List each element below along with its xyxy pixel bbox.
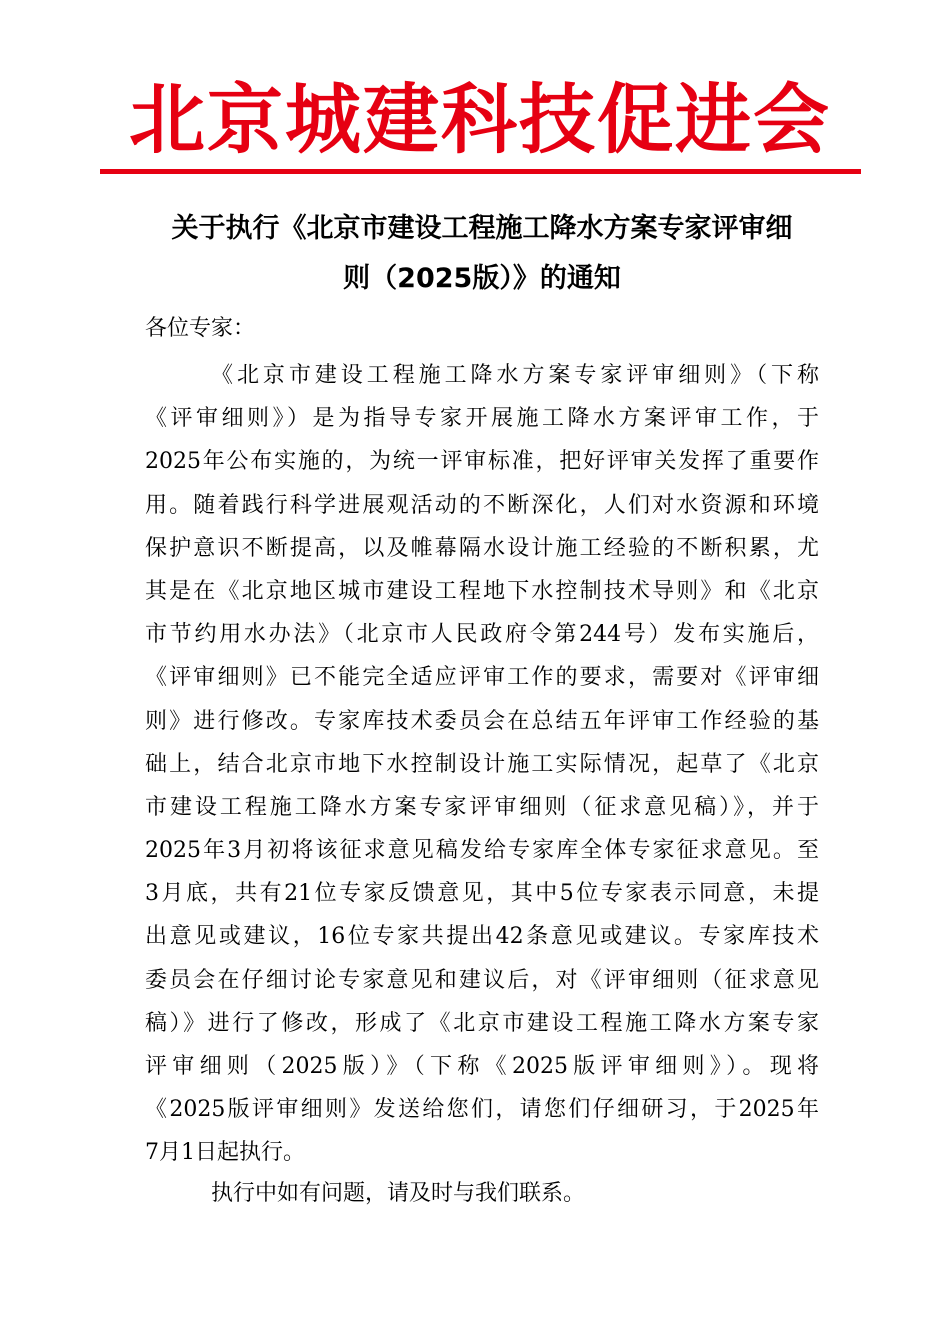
letterhead-divider <box>100 169 861 174</box>
body-line: 7月1日起执行。 <box>145 1140 305 1166</box>
body-line: 则》进行修改。专家库技术委员会在总结五年评审工作经验的基 <box>145 708 819 734</box>
body-line: 保护意识不断提高，以及帷幕隔水设计施工经验的不断积累，尤 <box>145 535 819 561</box>
salutation: 各位专家： <box>145 316 256 341</box>
body-line: 《评审细则》已不能完全适应评审工作的要求，需要对《评审细 <box>145 665 819 691</box>
body-line: 用。随着践行科学进展观活动的不断深化，人们对水资源和环境 <box>145 492 819 518</box>
body-paragraph <box>145 354 819 1175</box>
organization-letterhead: 北京城建科技促进会 <box>129 75 831 164</box>
closing-remark: 执行中如有问题，请及时与我们联系。 <box>211 1181 586 1206</box>
body-line: 础上，结合北京市地下水控制设计施工实际情况，起草了《北京 <box>145 751 819 777</box>
body-line: 出意见或建议，16位专家共提出42条意见或建议。专家库技术 <box>145 924 819 950</box>
body-line: 《评审细则》）是为指导专家开展施工降水方案评审工作，于 <box>145 406 819 432</box>
body-line: 其是在《北京地区城市建设工程地下水控制技术导则》和《北京 <box>145 578 819 604</box>
document-title-line-1: 关于执行《北京市建设工程施工降水方案专家评审细 <box>171 213 793 244</box>
body-line: 市建设工程施工降水方案专家评审细则（征求意见稿）》，并于 <box>145 794 819 820</box>
body-line: 《2025版评审细则》发送给您们，请您们仔细研习，于2025年 <box>145 1097 819 1123</box>
body-line: 2025年公布实施的，为统一评审标准，把好评审关发挥了重要作 <box>145 449 819 475</box>
body-line: 2025年3月初将该征求意见稿发给专家库全体专家征求意见。至 <box>145 838 819 864</box>
document-title-line-2: 则（2025版）》的通知 <box>343 263 621 294</box>
body-line: 委员会在仔细讨论专家意见和建议后，对《评审细则（征求意见 <box>145 967 819 993</box>
body-line: 《北京市建设工程施工降水方案专家评审细则》（下称 <box>211 363 819 388</box>
body-line: 3月底，共有21位专家反馈意见，其中5位专家表示同意，未提 <box>145 881 819 907</box>
body-line: 评审细则（2025版）》（下称《2025版评审细则》）。现将 <box>145 1054 819 1079</box>
body-line: 稿）》进行了修改，形成了《北京市建设工程施工降水方案专家 <box>145 1010 819 1036</box>
document-title <box>140 204 824 304</box>
body-line: 市节约用水办法》（北京市人民政府令第244号）发布实施后， <box>145 622 819 648</box>
